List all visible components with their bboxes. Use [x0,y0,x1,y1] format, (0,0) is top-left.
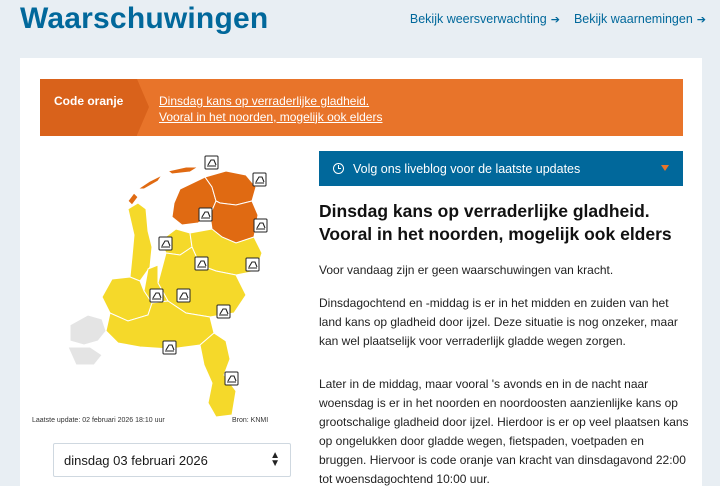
warning-banner[interactable] [40,79,683,136]
date-select[interactable] [53,443,291,477]
arrow-right-icon: ➔ [550,13,560,26]
article-title-line-2: Vooral in het noorden, mogelijk ook elders [319,223,672,244]
article-title-line-1: Dinsdag kans op verraderlijke gladheid. [319,201,650,221]
netherlands-map[interactable] [40,145,300,427]
banner-line-2: Vooral in het noorden, mogelijk ook elders [159,109,383,124]
observations-link[interactable] [574,12,706,26]
article-paragraph-1: Voor vandaag zijn er geen waarschuwingen van kracht. [319,263,614,277]
article-paragraph-3: Later in de middag, maar vooral 's avonds en in de nacht naar woensdag is er in het noorden en noordoosten aanzienlijke kans op grootschalige gladheid door ijzel. Hierdoor is er op veel plaatsen kans op ongelukken door gladde wegen, fietspaden, voetpaden en bruggen. Hiervoor is code oranje van kracht van dinsdagavond 22:00 tot woensdagochtend 10:00 uur. [319,377,689,486]
region-zeeland-north[interactable] [70,315,106,345]
liveblog-label: Volg ons liveblog voor de laatste updates [353,161,581,176]
map-source-text: Bron: KNMI [232,417,269,424]
date-select-value: dinsdag 03 februari 2026 [64,452,208,468]
region-wadden-east[interactable] [168,167,198,174]
region-zeeland-south[interactable] [68,347,102,365]
warning-map[interactable] [40,145,300,427]
observations-link-label: Bekijk waarnemingen [573,12,693,26]
region-texel[interactable] [128,193,138,205]
banner-line-1: Dinsdag kans op verraderlijke gladheid. [159,94,370,108]
page-title: Waarschuwingen [20,2,269,35]
region-wadden[interactable] [138,175,162,189]
chevron-updown-icon: ▲ ▼ [270,450,280,469]
article-paragraph-2: Dinsdagochtend en -middag is er in het midden en zuiden van het land kans op gladheid door ijzel. Deze situatie is nog onzeker, maar kan wel plaatselijk voor verraderlijk gladde wegen zorgen. [319,296,678,348]
page-header [0,0,720,58]
clock-icon [333,163,344,174]
liveblog-button[interactable] [319,151,683,186]
caret-down-icon [661,165,669,171]
article-title [319,200,689,245]
map-updated-text: Laatste update: 02 februari 2026 18:10 uur [32,417,165,424]
warnings-card [20,58,702,486]
arrow-right-icon: ➔ [696,13,706,26]
forecast-link[interactable] [410,12,560,26]
banner-link[interactable] [137,79,382,136]
forecast-link-label: Bekijk weersverwachting [409,12,547,26]
header-links [410,12,706,26]
code-orange-tag: Code oranje [40,79,137,136]
